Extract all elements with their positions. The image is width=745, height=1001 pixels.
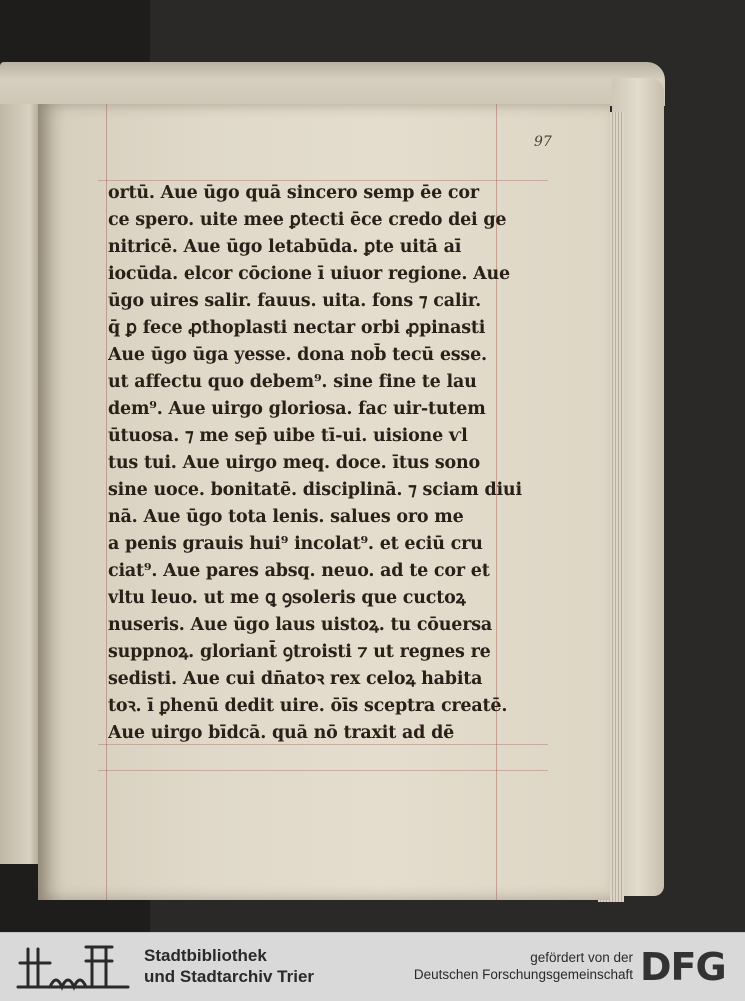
dfg-logo: DFG: [640, 945, 726, 989]
manuscript-line: vltu leuo. ut me ꝗ ꝯsoleris que cuctoꝝ: [108, 588, 466, 608]
margin-rule-left: [106, 104, 107, 900]
manuscript-line: ortū. Aue ūgo quā sincero semp ēe cor: [108, 183, 479, 203]
institution-name: [144, 945, 314, 987]
manuscript-page: [38, 104, 610, 900]
manuscript-line: ūtuosa. ⁊ me sep̄ uibe tī-ui. uisione ⱱl: [108, 426, 468, 446]
sponsor-line-2: Deutschen Forschungsgemeinschaft: [413, 967, 633, 982]
footer-bar: [0, 932, 745, 1001]
folio-number: 97: [534, 134, 552, 150]
facing-page-edge: [0, 104, 42, 864]
manuscript-line: nitricē. Aue ūgo letabūda. ꝑte uitā aī: [108, 237, 462, 257]
sponsor-text: [414, 949, 633, 983]
manuscript-line: Aue ūgo ūga yesse. dona nob̄ tecū esse.: [108, 345, 487, 365]
manuscript-line: a penis grauis hui⁹ incolat⁹. et eciū cru: [108, 534, 483, 554]
manuscript-line: ūgo uires salir. fauus. uita. fons ⁊ calir.: [108, 291, 482, 311]
manuscript-line: toꝛ. ī ꝑhenū dedit uire. ōīs sceptra creatē.: [108, 696, 508, 716]
ruling-line: [98, 770, 548, 771]
binding-cover-top: [0, 62, 665, 106]
library-logo-icon: [12, 937, 132, 997]
manuscript-line: iocūda. elcor cōcione ī uiuor regione. Aue: [108, 264, 510, 284]
text-column: [108, 180, 533, 747]
manuscript-line: nā. Aue ūgo tota lenis. salues oro me: [108, 507, 464, 527]
manuscript-line: sine uoce. bonitatē. disciplinā. ⁊ sciam diui: [108, 480, 522, 500]
institution-line-2: und Stadtarchiv Trier: [144, 967, 315, 986]
manuscript-line: suppnoꝝ. gloriant̄ ꝯtroisti ⁊ ut regnes re: [108, 642, 491, 662]
manuscript-line: Aue uirgo bīdcā. quā nō traxit ad dē: [108, 723, 455, 743]
manuscript-line: nuseris. Aue ūgo laus uistoꝝ. tu cōuersa: [108, 615, 493, 635]
manuscript-line: sedisti. Aue cui dn̄atoꝛ rex celoꝝ habita: [108, 669, 483, 689]
manuscript-line: tus tui. Aue uirgo meq. doce. ītus sono: [108, 453, 480, 473]
manuscript-line: dem⁹. Aue uirgo gloriosa. fac uir-tutem: [108, 399, 486, 419]
sponsor-line-1: gefördert von der: [530, 950, 633, 965]
institution-line-1: Stadtbibliothek: [144, 946, 267, 965]
manuscript-line: ce spero. uite mee ꝑtecti ēce credo dei ge: [108, 210, 507, 230]
manuscript-line: ciat⁹. Aue pares absq. neuo. ad te cor et: [108, 561, 490, 581]
manuscript-line: q̄ ꝑ fece ꝓthoplasti nectar orbi ꝓpinasti: [108, 318, 486, 338]
manuscript-line: ut affectu quo debem⁹. sine fine te lau: [108, 372, 477, 392]
